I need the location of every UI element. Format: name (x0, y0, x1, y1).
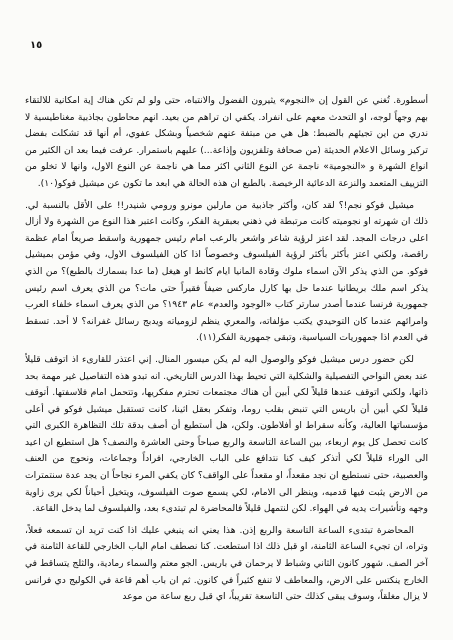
paragraph-1: أسطورة. تُغني عن القول إن «النجوم» يثيرون الفضول والانتباه، حتى ولو لم تكن هناك إية امكانية للالتقاء بهم وجهاً لوجه، او التحدث معهم على انفراد. يكفي ان تراهم من بعيد. انهم محاطون بجاذبية مغناطيسية لا ندري من اين تجيئهم بالضبط: هل هي من مبتفة عنهم شخصياً وبشكل عفوي، أم أنها قد تشكلت بفضل تركيز وسائل الاعلام الحديثة (من صحافة وتلفزيون وإذاعة...) عليهم باستمرار. عرفت فيما بعد ان الكثير من انواع الشهرة و «النجومية» ناجمة عن النوع الثاني اكثر مما هي ناجمة عن النوع الاول، وانها لا تخلو من التزييف المتعمد والنزعة الدعائية الرخيصة. بالطبع ان هذه الحالة هي ابعد ما تكون عن ميشيل فوكو(١٠). (25, 95, 428, 189)
page-number: ١٥ (30, 40, 43, 51)
paragraph-4: المحاضرة تبتدىء الساعة التاسعة والربع إذن. هذا يعني انه ينبغي عليك اذا كنت تريد ان تسمعه فعلاً، وتراه، ان تجيء الساعة الثامنة، او قبل ذلك اذا استطعت. كنا نصطف امام الباب الخارجي للقاعة الثامنة في آخر الصف. شهور كانون الثاني وشباط لا يرحمان في باريس. الجو معتم والسماء رمادية، والثلج يتساقط في الخارج ينكتس على الارض، والمعاطف لا تنفع كثيراً في كانون. ثم ان باب أهم قاعة في الكوليج دي فرانس لا يزال مغلقاً، وسوف يبقى كذلك حتى التاسعة تقريباً، اي قبل ربع ساعة من موعد (25, 524, 428, 603)
paragraph-2: ميشيل فوكو نجم!؟ لقد كان، وأكثر جاذبية من مارلين مونرو ورومي شنيدر!! على الأقل بالنسبة لي. ذلك ان شهرته او نجوميته كانت مرتبطة في ذهني بعبقرية الفكر، وكانت اعتبر هذا النوع من الشهرة ولا أزال اعلى درجات المجد. لقد اعتز لرؤية شاعر واشعر بالرعب امام رئيس جمهورية واسقط صريعاً امام عظمة راقصة، ولكني اعتز بأكثر بأكثر لرؤية الفيلسوف وخصوصاً اذا كان الفيلسوف الاول، وفي مؤمن بميشيل فوكو. من الذي يذكر الآن اسماء ملوك وقادة المانيا ايام كانط او هيغل (ما عدا بسمارك بالطبع)؟ من الذي يذكر اسم ملك بريطانيا عندما حل بها كارل ماركس ضيفاً فقيراً حتى مات؟ من الذي يعرف اسم رئيس جمهورية فرنسا عندما أصدر سارتر كتاب «الوجود والعدم» عام ١٩٤٣؟ من الذي يعرف اسماء خلفاء العرب وامرائهم عندما كان التوحيدي يكتب مؤلفاته، والمعري ينظم لزومياته ويدبج رسائل غفرانه؟ لا أحد. تسقط في العدم اذا جمهوريات السياسية، وتبقى جمهورية الفكر(١١). (25, 199, 428, 344)
paragraph-3: لكن حضور درس ميشيل فوكو والوصول اليه لم يكن ميسور المنال. إني اعتذر للقارىء اذ اتوقف قليلاً عند بعض النواحي التفصيلية والشكلية التي تحيط بهذا الدرس التاريخي. انه تبدو هذه التفاصيل غير مهمة بحد ذاتها، ولكني اتوقف عندها قليلاً لكي أبين أن هناك مجتمعات تحترم مفكريها، وتتحمل امام فلاسفتها. أتوقف قليلاً لكي أبين أن باريس التي تنبض بقلب روما، وتفكر بعقل اثينا، كانت تستقبل ميشيل فوكو في أعلى مؤسساتها العالية، وكأنه سقراط او أفلاطون. ولكن، هل أستطيع أن أصف بدقة تلك التظاهرة الكبرى التي كانت تحصل كل يوم اربعاء، بين الساعة التاسعة والربع صباحاً وحتى العاشرة والنصف؟ هل استطيع ان اعيد الى الوراء قليلاً لكي أتذكر كيف كنا نتدافع على الباب الخارجي، افراداً وجماعات، ونحوج من العنف والعصبية، حتى نستطيع ان نجد مقعداً، او مقعداً على الواقف؟ كان يكفي المرء نجاحاً ان يجد عدة سنتمترات من الارض يثبت فيها قدميه، وينظر الى الامام، لكي يسمع صوت الفيلسوف، ويتخيل أحياناً لكي يرى زاوية وجهه وتأشيرات يديه في الهواء. لكن لنتمهل قليلاً فالمحاضرة لم تبتدىء بعد، والفيلسوف لما يدخل القاعة. (25, 353, 428, 515)
article-body (25, 93, 428, 620)
